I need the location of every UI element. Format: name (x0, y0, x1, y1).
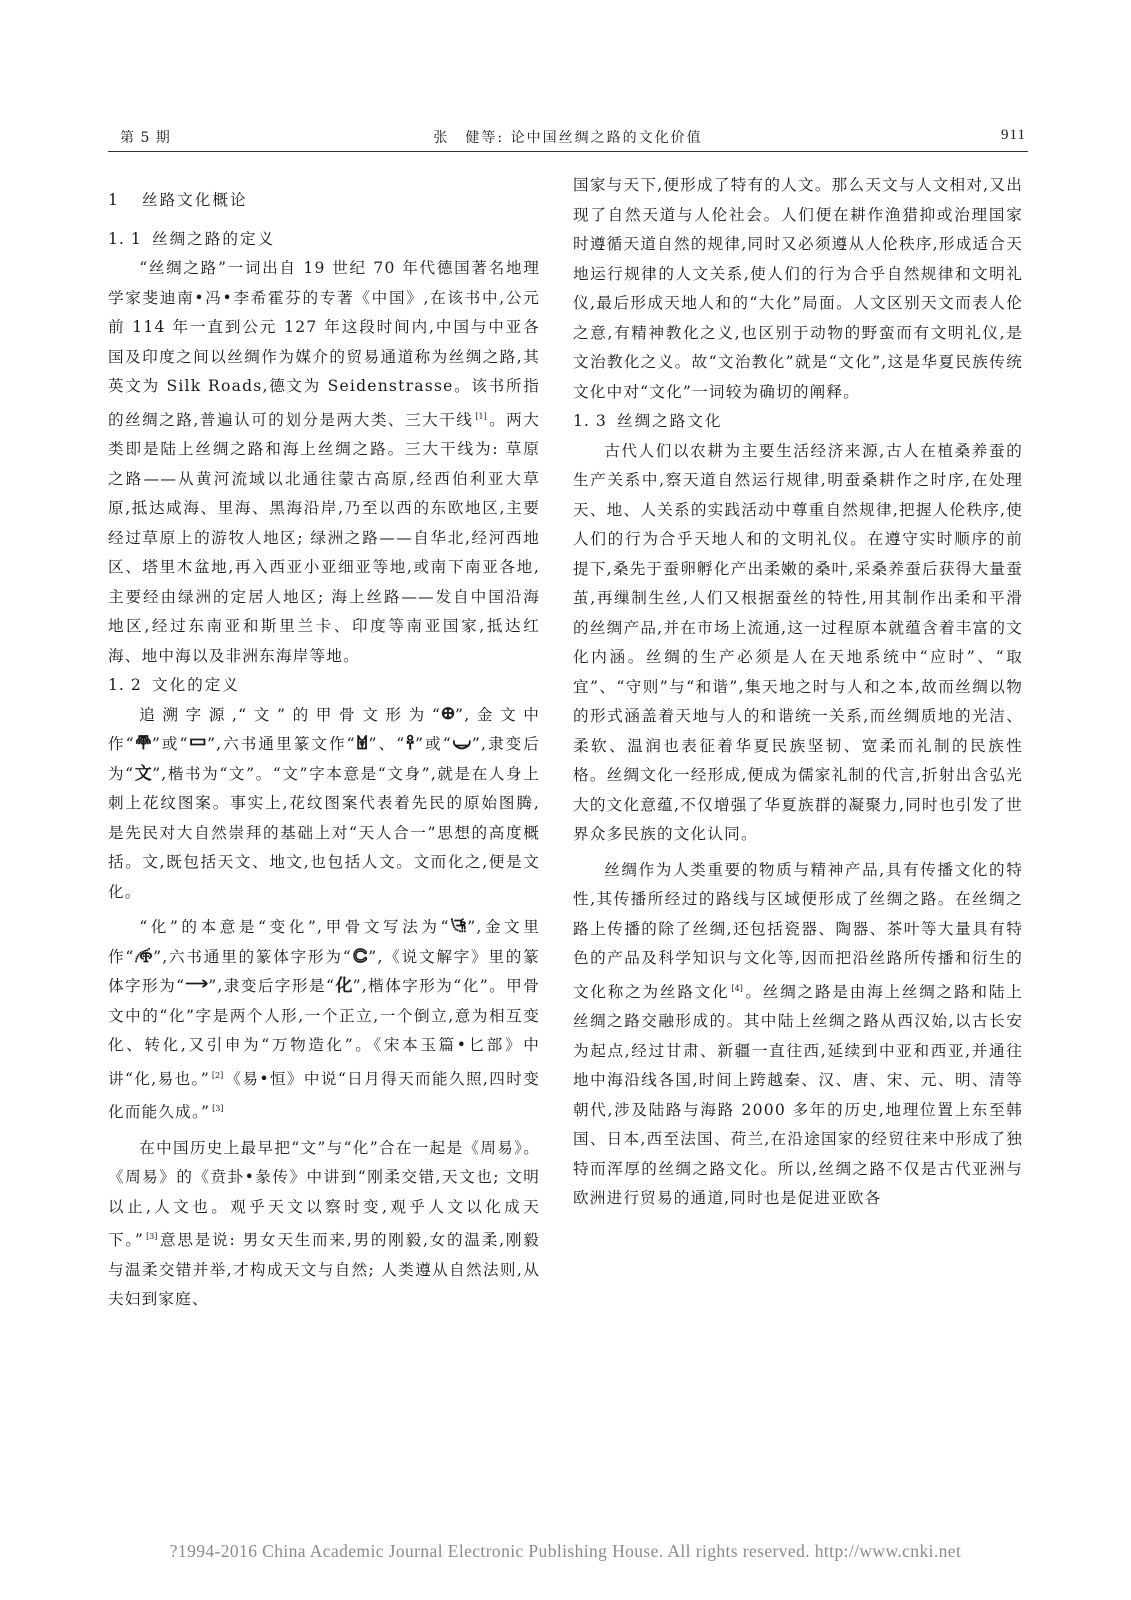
seal-glyph-wen-3: 𐃔 (451, 734, 472, 754)
seal-glyph-wen-2: 𐃓 (405, 734, 416, 754)
paragraph-text: “化”的本意是“变化”,甲骨文写法为“ (139, 918, 450, 936)
paragraph-text: ”,楷体字形为“化”。甲骨文中的“化”字是两个人形,一个正立,一个倒立,意为相互变化、转化,又引申为“万物造化”。《宋本玉篇•匕部》中讲“化,易也。” (108, 977, 540, 1088)
oracle-glyph-wen: 𐃏 (441, 704, 456, 725)
paragraph (108, 913, 540, 1128)
paragraph-text: ”,楷书为“文”。“文”字本意是“文身”,就是在人身上刺上花纹图案。事实上,花纹图案代表着先民的原始图腾,是先民对大自然崇拜的基础上对“天人合一”思想的高度概括。文,既包括天文、地文,也包括人文。文而化之,便是文化。 (108, 764, 541, 901)
paragraph (573, 856, 1023, 1214)
paragraph-text: ”,隶变后字形是“ (208, 977, 336, 995)
clerical-glyph-hua: 化 (335, 976, 353, 996)
seal-glyph-wen-1: 𐃒 (355, 734, 369, 754)
section-number: 1 (108, 191, 120, 209)
subsection-number: 1. 1 (108, 229, 142, 248)
copyright-footer: ?1994-2016 China Academic Journal Electronic Publishing House. All rights reserved. http://www.cnki.net (169, 1541, 962, 1561)
paragraph-text: 《易•恒》中说“日月得天而能久照,四时变化而能久成。” (108, 1069, 540, 1121)
citation-ref[interactable]: [3] (212, 1104, 224, 1113)
right-column (573, 171, 1023, 1214)
header-rule (108, 151, 1028, 152)
paragraph-text: ”,六书通里篆文作“ (206, 735, 356, 753)
citation-ref[interactable]: [3] (146, 1232, 158, 1241)
bronze-glyph-hua: 𐃖 (134, 946, 154, 967)
paragraph-text: ”,隶变后为“ (108, 735, 541, 783)
bronze-glyph-wen-2: 𐃑 (188, 734, 207, 754)
paragraph-text: ”或“ (151, 735, 189, 753)
paragraph-text: 意思是说: 男女天生而来,男的刚毅,女的温柔,刚毅与温柔交错并举,才构成天文与自然; 人类遵从自然法则,从夫妇到家庭、 (108, 1231, 540, 1308)
section-heading-1 (108, 186, 540, 216)
paragraph (108, 254, 540, 671)
subsection-heading-1-1 (108, 225, 540, 255)
page-number: 911 (1001, 127, 1026, 143)
paragraph: 国家与天下,便形成了特有的人文。那么天文与人文相对,又出现了自然天道与人伦社会。人们便在耕作渔猎抑或治理国家时遵循天道自然的规律,同时又必须遵从人伦秩序,形成适合天地运行规律的人文关系,使人们的行为合乎自然规律和文明礼仪,最后形成天地人和的“大化”局面。人文区别天文而表人伦之意,有精神教化之义,也区别于动物的野蛮而有文明礼仪,是文治教化之义。故“文治教化”就是“文化”,这是华夏民族传统文化中对“文化”一词较为确切的阐释。 (573, 176, 1023, 401)
paragraph (108, 1134, 540, 1315)
oracle-glyph-hua: 𐃕 (449, 917, 468, 937)
paragraph-text: ”,金文里作“ (108, 918, 540, 966)
paragraph-text: 在中国历史上最早把“文”与“化”合在一起是《周易》。《周易》的《贲卦•彖传》中讲到“刚柔交错,天文也; 文明以止,人文也。观乎天文以察时变,观乎人文以化成天下。” (108, 1138, 540, 1249)
seal-glyph-hua-1: 𐃗 (351, 946, 369, 967)
bronze-glyph-wen-1: 𐃐 (134, 734, 152, 754)
paragraph-text: ”、“ (368, 735, 406, 753)
paragraph-text: ”,六书通里的篆体字形为“ (153, 947, 352, 966)
running-title: 张 健等: 论中国丝绸之路的文化价值 (433, 130, 703, 146)
subsection-number: 1. 3 (573, 412, 607, 430)
paragraph-text: 丝绸作为人类重要的物质与精神产品,具有传播文化的特性,其传播所经过的路线与区域便形成了丝绸之路。在丝绸之路上传播的除了丝绸,还包括瓷器、陶器、茶叶等大量具有特色的产品及科学知识与文化等,因而把沿丝路所传播和衍生的文化称之为丝路文化 (573, 860, 1023, 1001)
paragraph-text: 。丝绸之路是由海上丝绸之路和陆上丝绸之路交融形成的。其中陆上丝绸之路从西汉始,以古长安为起点,经过甘肃、新疆一直往西,延续到中亚和西亚,并通往地中海沿线各国,时间上跨越秦、汉、唐、宋、元、明、清等朝代,涉及陆路与海路 2000 多年的历史,地理位置上东至韩国、日本,西至法国、荷兰,在沿途国家的经贸往来中形成了独特而浑厚的丝绸之路文化。所以,丝绸之路不仅是古代亚洲与欧洲进行贸易的通道,同时也是促进亚欧各 (573, 982, 1023, 1207)
paragraph-text: 。两大类即是陆上丝绸之路和海上丝绸之路。三大干线为: 草原之路——从黄河流域以北通往蒙古高原,经西伯利亚大草原,抵达咸海、里海、黑海沿岸,乃至以西的东欧地区,主要经过草原上的游牧人地区; 绿洲之路——自华北,经河西地区、塔里木盆地,再入西亚小亚细亚等地,或南下南亚各地,主要经由绿洲的定居人地区; 海上丝路——发自中国沿海地区,经过东南亚和斯里兰卡、印度等南亚国家,抵达红海、地中海以及非洲东海岸等地。 (108, 410, 540, 665)
paragraph-text: ”,《说文解字》里的篆体字形为“ (108, 947, 540, 995)
citation-ref[interactable]: [4] (731, 983, 743, 993)
citation-ref[interactable]: [1] (475, 411, 487, 421)
paragraph-text: 追溯字源,“文”的甲骨文形为“ (139, 705, 441, 724)
clerical-glyph-wen: 文 (134, 763, 153, 784)
subsection-title: 丝绸之路的定义 (152, 229, 276, 248)
paragraph-text: ”,金文中作“ (108, 705, 540, 753)
issue-label: 第 5 期 (120, 130, 171, 146)
subsection-number: 1. 2 (108, 676, 142, 694)
subsection-title: 丝绸之路文化 (617, 412, 723, 430)
citation-ref[interactable]: [2] (211, 1070, 224, 1080)
running-header (108, 127, 1028, 149)
subsection-heading-1-3 (573, 407, 1023, 437)
section-title: 丝路文化概论 (142, 191, 248, 209)
subsection-heading-1-2 (108, 671, 540, 701)
left-column (108, 186, 540, 1315)
seal-glyph-hua-2: 𐃘 (185, 976, 209, 996)
paragraph (108, 701, 540, 908)
paragraph-text: ”或“ (415, 735, 452, 753)
paragraph-text: “丝绸之路”一词出自 19 世纪 70 年代德国著名地理学家斐迪南•冯•李希霍芬的专著《中国》,在该书中,公元前 114 年一直到公元 127 年这段时间内,中国与中亚各国及印度之间以丝绸作为媒介的贸易通道称为丝绸之路,其英文为 Silk Roads,德文为 Seidenstrasse。该书所指的丝绸之路,普遍认可的划分是两大类、三大干线 (108, 259, 540, 429)
subsection-title: 文化的定义 (152, 676, 240, 694)
paragraph: 古代人们以农耕为主要生活经济来源,古人在植桑养蚕的生产关系中,察天道自然运行规律,明蚕桑耕作之时序,在处理天、地、人关系的实践活动中尊重自然规律,把握人伦秩序,使人们的行为合乎天地人和的文明礼仪。在遵守实时顺序的前提下,桑先于蚕卵孵化产出柔嫩的桑叶,采桑养蚕后获得大量蚕茧,再缫制生丝,人们又根据蚕丝的特性,用其制作出柔和平滑的丝绸产品,并在市场上流通,这一过程原本就蕴含着丰富的文化内涵。丝绸的生产必须是人在天地系统中“应时”、“取宜”、“守则”与“和谐”,集天地之时与人和之本,故而丝绸以物的形式涵盖着天地与人的和谐统一关系,而丝绸质地的光洁、柔软、温润也表征着华夏民族坚韧、宽柔而礼制的民族性格。丝绸文化一经形成,便成为儒家礼制的代言,折射出含弘光大的文化意蕴,不仅增强了华夏族群的凝聚力,同时也引发了世界众多民族的文化认同。 (573, 441, 1023, 843)
